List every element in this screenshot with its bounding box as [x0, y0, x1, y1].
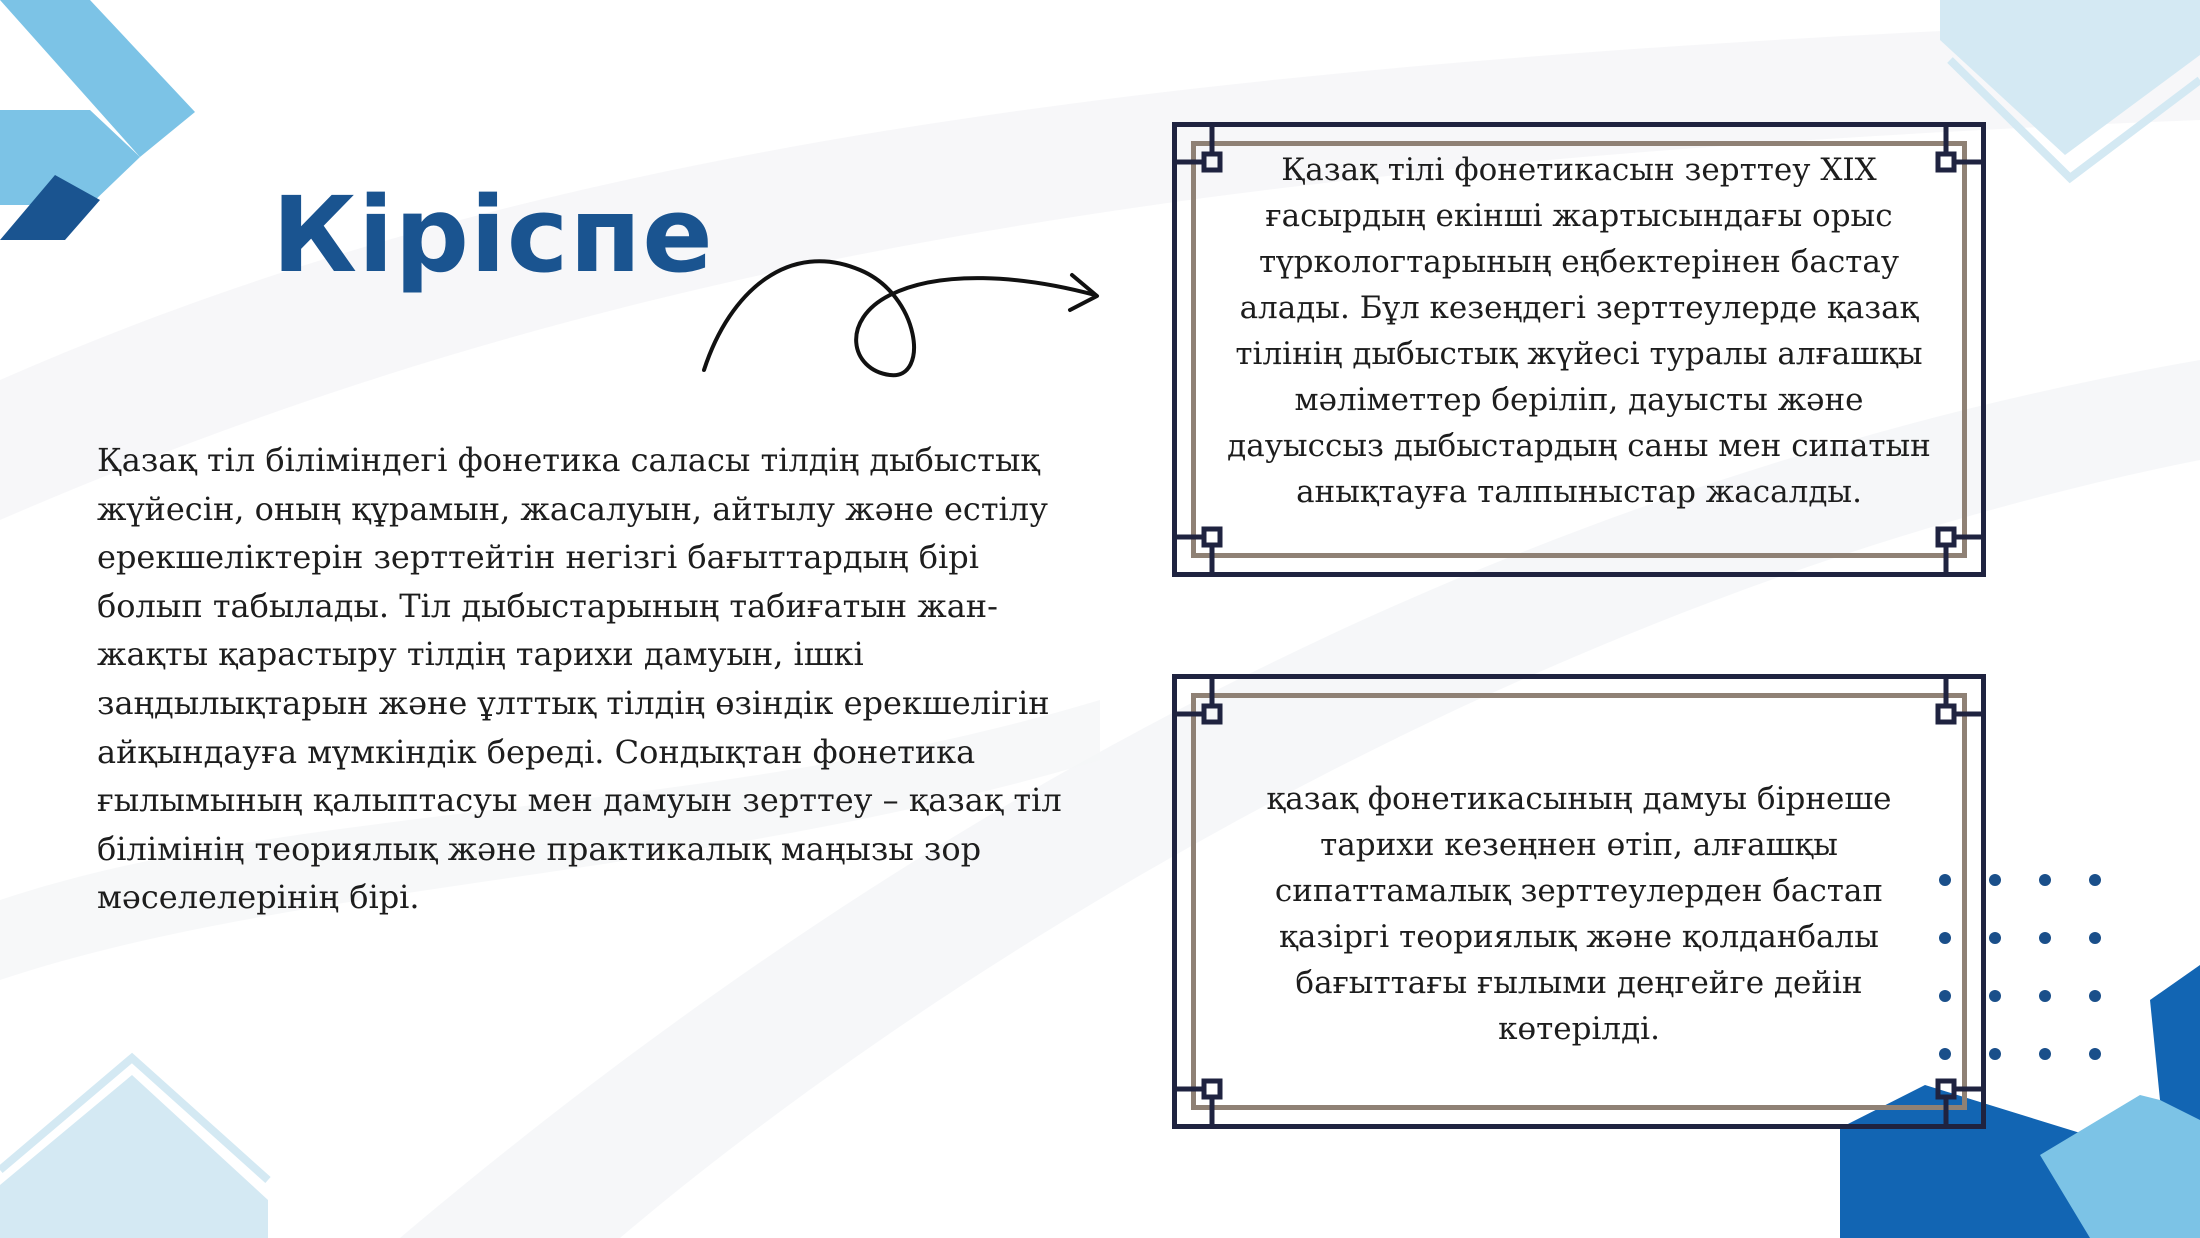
text-frame-1 [1172, 122, 1986, 577]
curly-arrow-icon [690, 250, 1110, 380]
intro-paragraph: Қазақ тіл біліміндегі фонетика саласы тілдің дыбыстық жүйесін, оның құрамын, жасалуын, айтылу және естілу ерекшеліктерін зерттейтін негізгі бағыттардың бірі болып табылады. Тіл дыбыстарының табиғатын жан-жақты қарастыру тілдің тарихи дамуын, ішкі заңдылықтарын және ұлттық тілдің өзіндік ерекшелігін айқындауға мүмкіндік береді. Сондықтан фонетика ғылымының қалыптасуы мен дамуын зерттеу – қазақ тіл білімінің теориялық және практикалық маңызы зор мәселелерінің бірі. [97, 441, 1062, 917]
slide-title: Кіріспе [272, 174, 714, 296]
blue-shape-bottom-right-side [2150, 965, 2200, 1120]
text-frame-2 [1172, 674, 1986, 1129]
triangle-shape-bottom-left [0, 1075, 268, 1238]
frame-2-text: қазақ фонетикасының дамуы бірнеше тарихи кезеңнен өтіп, алғашқы сипаттамалық зерттеулерден бастап қазіргі теориялық және қолданбалы бағыттағы ғылыми деңгейге дейін көтерілді. [1266, 780, 1892, 1047]
frame-1-text: Қазақ тілі фонетикасын зерттеу XIX ғасырдың екінші жартысындағы орыс түркологтарының еңбектерінен бастау алады. Бұл кезеңдегі зерттеулерде қазақ тілінің дыбыстық жүйесі туралы алғашқы мәліметтер беріліп, дауысты және дауыссыз дыбыстардың саны мен сипатын анықтауға талпыныстар жасалды. [1227, 152, 1931, 510]
